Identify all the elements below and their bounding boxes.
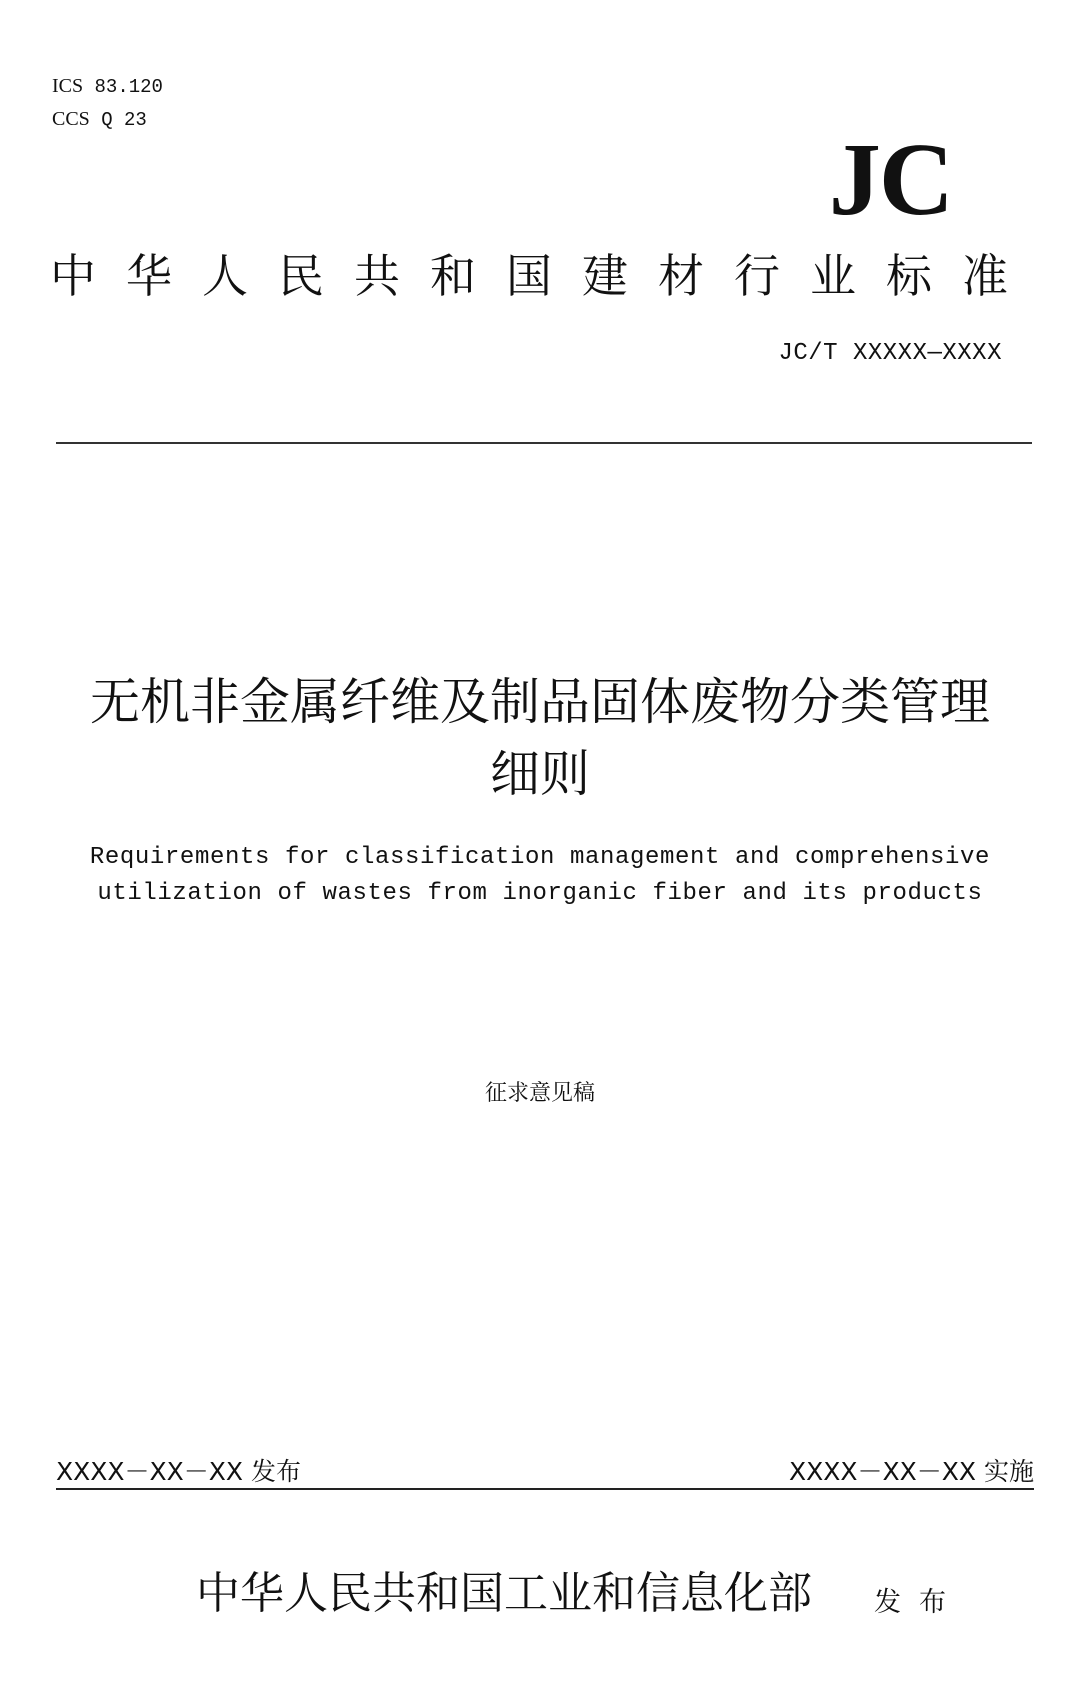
publish-date: XXXX－XX－XX 发布 xyxy=(56,1457,301,1486)
ccs-label: CCS xyxy=(52,108,90,130)
title-en-line1: Requirements for classification management and comprehensive xyxy=(89,844,991,871)
ics-line xyxy=(52,70,163,103)
title-en-line2: utilization of wastes from inorganic fiber and its products xyxy=(97,880,983,907)
org-title: 中华人民共和国建材行业标准 xyxy=(50,249,1038,303)
title-zh-line1: 无机非金属纤维及制品固体废物分类管理 xyxy=(90,673,990,731)
ccs-code: Q 23 xyxy=(101,109,147,131)
ics-code: 83.120 xyxy=(94,76,163,98)
implement-date: XXXX－XX－XX 实施 xyxy=(789,1457,1034,1486)
top-divider xyxy=(56,442,1032,444)
publisher-name: 中华人民共和国工业和信息化部 xyxy=(196,1568,812,1619)
ics-label: ICS xyxy=(52,75,84,97)
standard-number: JC/T XXXXX—XXXX xyxy=(778,340,1002,367)
jc-logo: JC xyxy=(828,122,952,237)
draft-label: 征求意见稿 xyxy=(484,1081,595,1106)
document-title-zh xyxy=(40,666,1040,810)
document-title-en xyxy=(40,840,1040,912)
title-zh-line2: 细则 xyxy=(490,745,590,803)
publish-word: 发布 xyxy=(874,1587,964,1618)
ccs-line xyxy=(52,103,163,136)
bottom-divider xyxy=(56,1488,1034,1490)
classification-codes xyxy=(52,70,163,136)
